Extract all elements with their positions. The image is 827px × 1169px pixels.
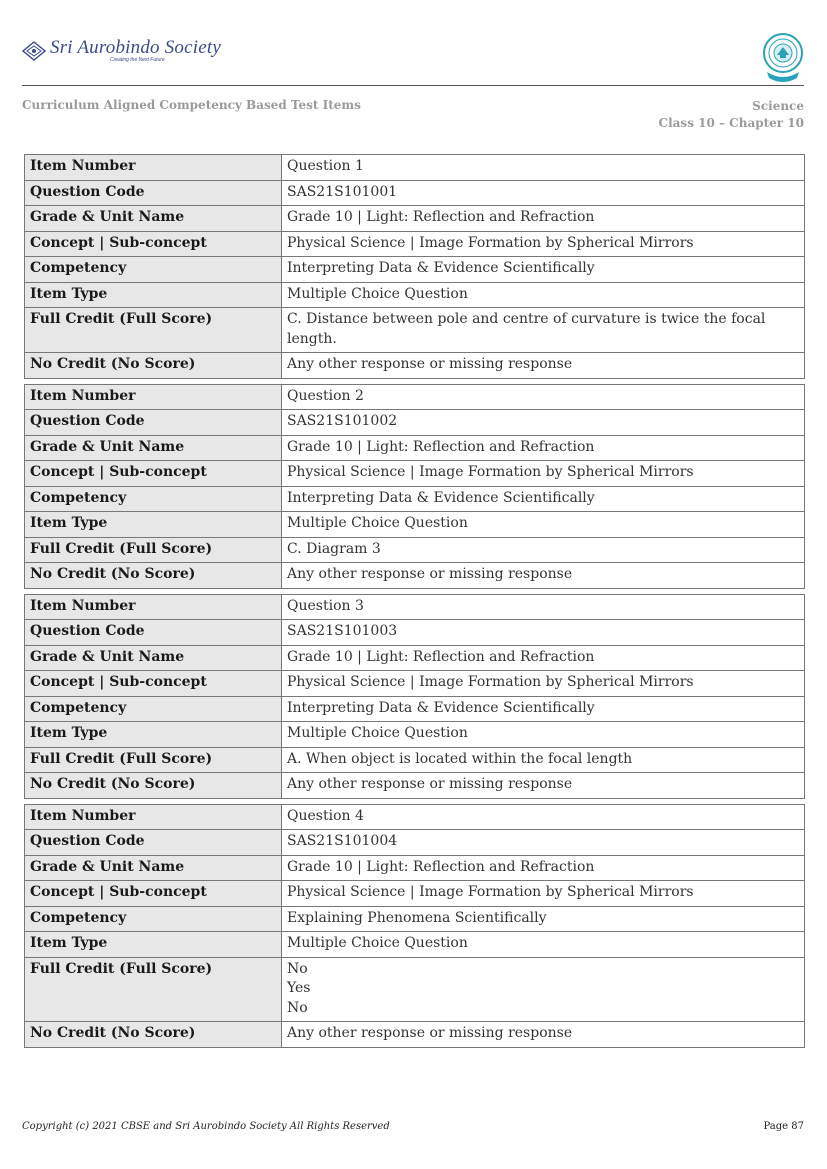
table-row	[25, 384, 805, 410]
table-row	[25, 696, 805, 722]
row-label: Competency	[25, 906, 282, 932]
row-value	[282, 308, 805, 353]
row-value	[282, 722, 805, 748]
table-row	[25, 747, 805, 773]
logo-tagline: Creating the Next Future	[110, 57, 165, 63]
value-line: Physical Science | Image Formation by Spherical Mirrors	[287, 234, 694, 251]
row-label: No Credit (No Score)	[25, 773, 282, 799]
row-label: Full Credit (Full Score)	[25, 747, 282, 773]
row-value	[282, 461, 805, 487]
value-line: C. Diagram 3	[287, 540, 381, 557]
row-label: Concept | Sub-concept	[25, 881, 282, 907]
copyright-notice: Copyright (c) 2021 CBSE and Sri Aurobindo Society All Rights Reserved	[22, 1121, 390, 1132]
row-value	[282, 435, 805, 461]
value-line: Interpreting Data & Evidence Scientifically	[287, 489, 595, 506]
item-tables	[24, 154, 805, 1053]
row-label: Question Code	[25, 620, 282, 646]
row-label: Grade & Unit Name	[25, 206, 282, 232]
cbse-seal-icon	[761, 32, 805, 84]
table-row	[25, 881, 805, 907]
value-line: Grade 10 | Light: Reflection and Refraction	[287, 648, 595, 665]
value-line: Physical Science | Image Formation by Spherical Mirrors	[287, 884, 694, 900]
row-label: Item Type	[25, 512, 282, 538]
table-row	[25, 231, 805, 257]
row-value	[282, 830, 805, 856]
row-label: No Credit (No Score)	[25, 1022, 282, 1048]
row-label: Question Code	[25, 180, 282, 206]
row-value	[282, 231, 805, 257]
row-value	[282, 594, 805, 620]
item-table	[24, 594, 805, 799]
row-label: Item Type	[25, 722, 282, 748]
value-line: Question 3	[287, 597, 364, 614]
row-label: Full Credit (Full Score)	[25, 537, 282, 563]
value-line: Multiple Choice Question	[287, 285, 468, 302]
row-value	[282, 155, 805, 181]
table-row	[25, 180, 805, 206]
society-emblem-icon	[22, 41, 46, 61]
table-row	[25, 486, 805, 512]
value-line: Interpreting Data & Evidence Scientifically	[287, 260, 595, 276]
row-value	[282, 384, 805, 410]
row-label: Competency	[25, 486, 282, 512]
table-row	[25, 410, 805, 436]
table-row	[25, 594, 805, 620]
table-row	[25, 830, 805, 856]
cbse-seal-logo	[761, 32, 805, 88]
table-row	[25, 563, 805, 589]
row-label: Concept | Sub-concept	[25, 461, 282, 487]
row-label: Item Number	[25, 594, 282, 620]
row-value	[282, 512, 805, 538]
row-label: Full Credit (Full Score)	[25, 308, 282, 353]
row-label: Competency	[25, 696, 282, 722]
table-row	[25, 957, 805, 1022]
value-line: Question 1	[287, 158, 364, 174]
row-value	[282, 855, 805, 881]
table-row	[25, 855, 805, 881]
row-value	[282, 671, 805, 697]
table-row	[25, 1022, 805, 1048]
item-table	[24, 154, 805, 379]
value-line: Any other response or missing response	[287, 1025, 573, 1041]
table-row	[25, 461, 805, 487]
value-line: Yes	[287, 980, 311, 996]
value-line: SAS21S101001	[287, 183, 398, 200]
table-row	[25, 645, 805, 671]
row-value	[282, 282, 805, 308]
value-line: SAS21S101003	[287, 623, 398, 639]
table-row	[25, 804, 805, 830]
table-row	[25, 773, 805, 799]
row-value	[282, 881, 805, 907]
row-label: Item Type	[25, 932, 282, 958]
table-row	[25, 722, 805, 748]
table-row	[25, 257, 805, 283]
row-value	[282, 804, 805, 830]
value-line: Any other response or missing response	[287, 776, 573, 792]
row-value	[282, 206, 805, 232]
row-value	[282, 645, 805, 671]
table-row	[25, 155, 805, 181]
row-label: Item Number	[25, 384, 282, 410]
row-label: No Credit (No Score)	[25, 563, 282, 589]
table-row	[25, 353, 805, 379]
row-label: Question Code	[25, 830, 282, 856]
table-row	[25, 435, 805, 461]
value-line: Grade 10 | Light: Reflection and Refraction	[287, 209, 595, 225]
value-line: SAS21S101002	[287, 413, 398, 429]
table-row	[25, 537, 805, 563]
value-line: Question 2	[287, 387, 364, 404]
value-line: Explaining Phenomena Scientifically	[287, 909, 547, 926]
row-label: Item Number	[25, 155, 282, 181]
value-line: A. When object is located within the focal length	[287, 750, 633, 767]
value-line: Any other response or missing response	[287, 356, 573, 372]
row-value	[282, 957, 805, 1022]
row-value	[282, 537, 805, 563]
row-value	[282, 1022, 805, 1048]
row-value	[282, 257, 805, 283]
sri-aurobindo-society-logo	[22, 38, 221, 63]
row-label: Question Code	[25, 410, 282, 436]
table-row	[25, 282, 805, 308]
class-chapter-label: Class 10 – Chapter 10	[658, 116, 804, 130]
document-title: Curriculum Aligned Competency Based Test Items	[22, 98, 361, 112]
item-table	[24, 804, 805, 1048]
row-label: Item Type	[25, 282, 282, 308]
row-value	[282, 620, 805, 646]
row-value	[282, 486, 805, 512]
row-label: Full Credit (Full Score)	[25, 957, 282, 1022]
value-line: Physical Science | Image Formation by Spherical Mirrors	[287, 674, 694, 690]
row-value	[282, 932, 805, 958]
row-value	[282, 747, 805, 773]
table-row	[25, 906, 805, 932]
row-label: Concept | Sub-concept	[25, 231, 282, 257]
value-line: Interpreting Data & Evidence Scientifically	[287, 699, 595, 716]
row-value	[282, 353, 805, 379]
row-value	[282, 906, 805, 932]
value-line: Grade 10 | Light: Reflection and Refraction	[287, 858, 595, 875]
row-label: Item Number	[25, 804, 282, 830]
row-value	[282, 696, 805, 722]
value-line: No	[287, 999, 308, 1016]
page-number: Page 87	[763, 1121, 804, 1132]
row-label: Grade & Unit Name	[25, 435, 282, 461]
subject-label: Science	[752, 99, 804, 113]
value-line: Grade 10 | Light: Reflection and Refraction	[287, 438, 595, 455]
logo-name: Sri Aurobindo Society	[50, 37, 221, 58]
row-value	[282, 563, 805, 589]
table-row	[25, 512, 805, 538]
value-line: Question 4	[287, 807, 364, 824]
value-line: Any other response or missing response	[287, 566, 573, 582]
value-line: Physical Science | Image Formation by Spherical Mirrors	[287, 464, 694, 480]
item-table	[24, 384, 805, 589]
row-label: Grade & Unit Name	[25, 645, 282, 671]
table-row	[25, 671, 805, 697]
row-label: Grade & Unit Name	[25, 855, 282, 881]
table-row	[25, 932, 805, 958]
row-label: Competency	[25, 257, 282, 283]
subject-block	[659, 98, 804, 132]
table-row	[25, 308, 805, 353]
value-line: No	[287, 960, 308, 977]
row-value	[282, 410, 805, 436]
table-row	[25, 206, 805, 232]
table-row	[25, 620, 805, 646]
row-label: Concept | Sub-concept	[25, 671, 282, 697]
value-line: Multiple Choice Question	[287, 935, 468, 951]
value-line: SAS21S101004	[287, 833, 398, 849]
value-line: Multiple Choice Question	[287, 725, 468, 741]
row-label: No Credit (No Score)	[25, 353, 282, 379]
header-rule	[22, 85, 804, 86]
value-line: Multiple Choice Question	[287, 515, 468, 531]
row-value	[282, 773, 805, 799]
value-line: C. Distance between pole and centre of curvature is twice the focal length.	[287, 311, 766, 347]
row-value	[282, 180, 805, 206]
